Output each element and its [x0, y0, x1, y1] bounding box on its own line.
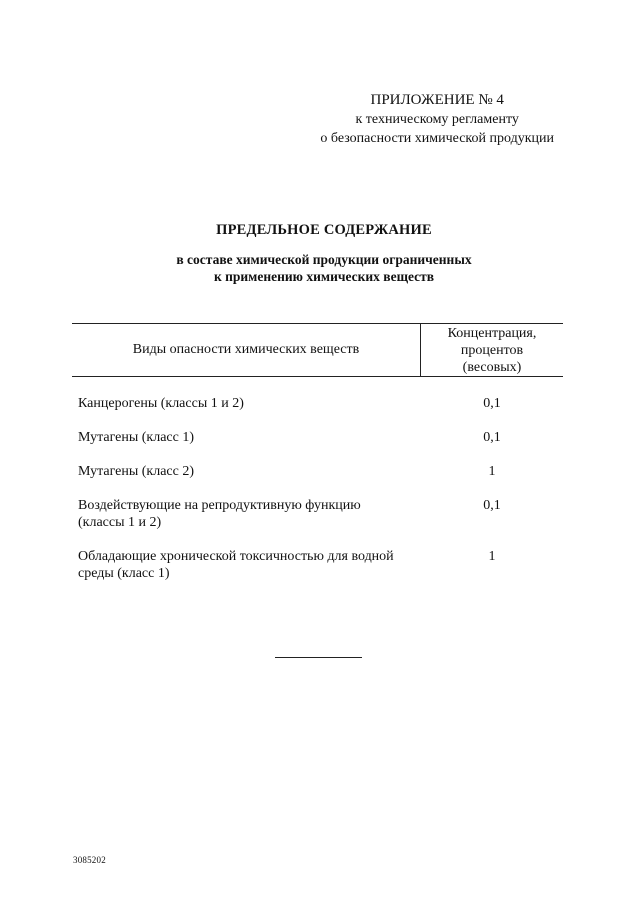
document-title-block — [0, 222, 640, 285]
hazard-name-line1: Канцерогены (классы 1 и 2) — [78, 396, 244, 411]
hazard-name — [78, 548, 423, 582]
hazard-name-line2: (классы 1 и 2) — [78, 515, 162, 530]
document-code: 3085202 — [73, 855, 106, 865]
document-subtitle-line2: к применению химических веществ — [213, 269, 435, 284]
concentration-value: 1 — [488, 549, 496, 564]
header-hazard-type: Виды опасности химических веществ — [72, 324, 421, 376]
concentration-value: 0,1 — [483, 430, 501, 445]
hazard-name-line1: Мутагены (класс 2) — [78, 464, 195, 479]
concentration-value: 0,1 — [483, 498, 501, 513]
hazard-name-line1: Мутагены (класс 1) — [78, 430, 195, 445]
header-concentration-line2: процентов — [460, 343, 524, 358]
concentration-value: 0,1 — [483, 396, 501, 411]
hazard-name-line2: среды (класс 1) — [78, 566, 170, 581]
concentration-value: 1 — [488, 464, 496, 479]
document-subtitle-line1: в составе химической продукции ограниченных — [176, 252, 472, 267]
table-header — [72, 323, 563, 377]
hazard-name — [78, 497, 423, 531]
header-concentration — [421, 325, 563, 376]
appendix-reference-line1: к техническому регламенту — [355, 112, 519, 127]
appendix-header — [320, 90, 554, 148]
header-concentration-line1: Концентрация, — [447, 326, 537, 341]
header-concentration-line3: (весовых) — [462, 360, 522, 375]
hazard-limits-table — [72, 323, 563, 581]
document-subtitle — [8, 251, 640, 285]
hazard-name-line1: Воздействующие на репродуктивную функцию — [78, 498, 361, 513]
hazard-name — [78, 395, 423, 412]
hazard-name — [78, 463, 423, 480]
appendix-number: ПРИЛОЖЕНИЕ № 4 — [370, 92, 504, 108]
appendix-reference-line2: о безопасности химической продукции — [320, 131, 554, 146]
hazard-name-line1: Обладающие хронической токсичностью для водной — [78, 549, 394, 564]
document-title: ПРЕДЕЛЬНОЕ СОДЕРЖАНИЕ — [216, 222, 432, 238]
hazard-name — [78, 429, 423, 446]
end-divider — [275, 657, 362, 658]
